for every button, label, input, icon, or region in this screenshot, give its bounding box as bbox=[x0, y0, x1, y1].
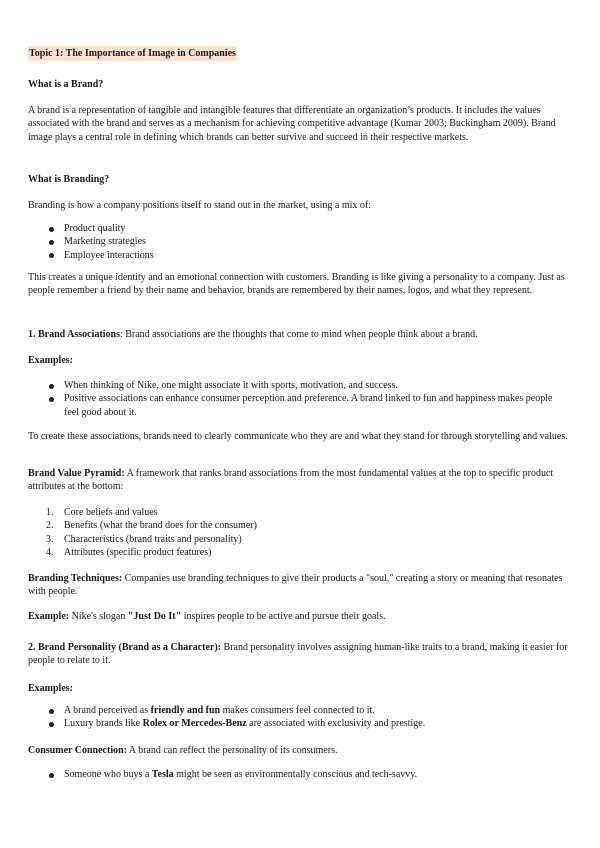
branding-bullet-list bbox=[28, 222, 558, 262]
example-label: Example: bbox=[28, 611, 70, 622]
list-item: Product quality bbox=[28, 222, 558, 235]
list-text: Luxury brands like bbox=[64, 718, 143, 730]
branding-paragraph: This creates a unique identity and an emotional connection with customers. Branding is like giving a personality to a company. Just as people remember a friend by their name and behavior, brands are remembered by their names, logos, and what they represent. bbox=[28, 272, 565, 297]
list-item bbox=[28, 768, 558, 781]
list-number: 3. bbox=[46, 533, 54, 545]
techniques-paragraph bbox=[28, 572, 574, 599]
example-text-end: inspires people to be active and pursue their goals. bbox=[181, 611, 386, 622]
connection-bullet-list bbox=[28, 768, 558, 781]
pyramid-text: A framework that ranks brand associations from the most fundamental values at the top to specific product attributes at the bottom: bbox=[28, 468, 554, 493]
list-text-end: might be seen as environmentally conscious and tech-savvy. bbox=[173, 769, 418, 780]
pyramid-label: Brand Value Pyramid: bbox=[28, 468, 125, 479]
list-text: Attributes (specific product features) bbox=[64, 547, 212, 559]
example-line bbox=[28, 610, 574, 623]
personality-example-list bbox=[28, 704, 558, 731]
personality-paragraph bbox=[28, 641, 574, 668]
list-number: 4. bbox=[46, 547, 54, 559]
example-text: Nike's slogan bbox=[69, 611, 128, 622]
topic-title: Topic 1: The Importance of Image in Companies bbox=[29, 48, 236, 59]
list-number: 1. bbox=[46, 507, 54, 518]
list-item: Positive associations can enhance consumer perception and preference. A brand linked to fun and happiness makes people feel good about it. bbox=[28, 392, 558, 419]
list-bold: Tesla bbox=[151, 769, 174, 780]
branding-intro: Branding is how a company positions itself to stand out in the market, using a mix of: bbox=[28, 200, 372, 211]
list-item bbox=[28, 717, 558, 730]
list-text: Characteristics (brand traits and personality) bbox=[64, 533, 242, 545]
list-item bbox=[28, 533, 558, 546]
branding-heading: What is Branding? bbox=[28, 174, 110, 185]
list-item: Marketing strategies bbox=[28, 235, 558, 248]
list-item bbox=[28, 519, 558, 532]
list-text: Someone who buys a bbox=[64, 769, 152, 780]
list-item bbox=[28, 546, 558, 559]
list-text: Core beliefs and values bbox=[64, 507, 158, 518]
brand-heading: What is a Brand? bbox=[28, 79, 104, 90]
connection-text: A brand can reflect the personality of its consumers. bbox=[126, 745, 338, 756]
list-item bbox=[28, 704, 558, 717]
personality-examples-heading: Examples: bbox=[28, 683, 73, 694]
techniques-text: Companies use branding techniques to give their products a "soul," creating a story or meaning that resonates with people. bbox=[28, 573, 563, 598]
list-text-end: makes consumers feel connected to it. bbox=[220, 705, 375, 716]
associations-paragraph bbox=[28, 328, 574, 341]
list-bold: Rolex or Mercedes-Benz bbox=[142, 718, 247, 730]
associations-label: 1. Brand Associations bbox=[28, 329, 120, 340]
list-item: When thinking of Nike, one might associate it with sports, motivation, and success. bbox=[28, 379, 558, 392]
pyramid-numbered-list bbox=[28, 506, 558, 560]
pyramid-paragraph bbox=[28, 467, 574, 494]
associations-closing: To create these associations, brands need to clearly communicate who they are and what they stand for through storytelling and values. bbox=[28, 431, 568, 442]
connection-label: Consumer Connection: bbox=[28, 745, 127, 756]
list-text-end: are associated with exclusivity and prestige. bbox=[246, 718, 426, 730]
brand-paragraph: A brand is a representation of tangible and intangible features that differentiate an organization’s products. It includes the values associated with the brand and serves as a mechanism for achieving competitive advantage (Kumar 2003; Buckingham 2009). Brand image plays a central role in defining which brands can better survive and succeed in their respective markets. bbox=[28, 105, 556, 143]
personality-label: 2. Brand Personality (Brand as a Character): bbox=[28, 642, 222, 653]
associations-text: : Brand associations are the thoughts that come to mind when people think about a brand. bbox=[119, 329, 478, 340]
associations-examples-heading: Examples: bbox=[28, 355, 73, 366]
slogan: "Just Do It" bbox=[127, 611, 182, 622]
list-item: Employee interactions bbox=[28, 249, 558, 262]
personality-text: Brand personality involves assigning human-like traits to a brand, making it easier for people to relate to it. bbox=[28, 642, 568, 667]
list-text: Benefits (what the brand does for the consumer) bbox=[64, 520, 257, 532]
list-text: A brand perceived as bbox=[64, 705, 151, 716]
list-item bbox=[28, 506, 558, 519]
associations-example-list bbox=[28, 379, 558, 419]
list-number: 2. bbox=[46, 520, 54, 532]
list-bold: friendly and fun bbox=[150, 705, 221, 716]
topic-title-line bbox=[28, 47, 574, 60]
techniques-label: Branding Techniques: bbox=[28, 573, 123, 584]
connection-paragraph bbox=[28, 744, 574, 757]
